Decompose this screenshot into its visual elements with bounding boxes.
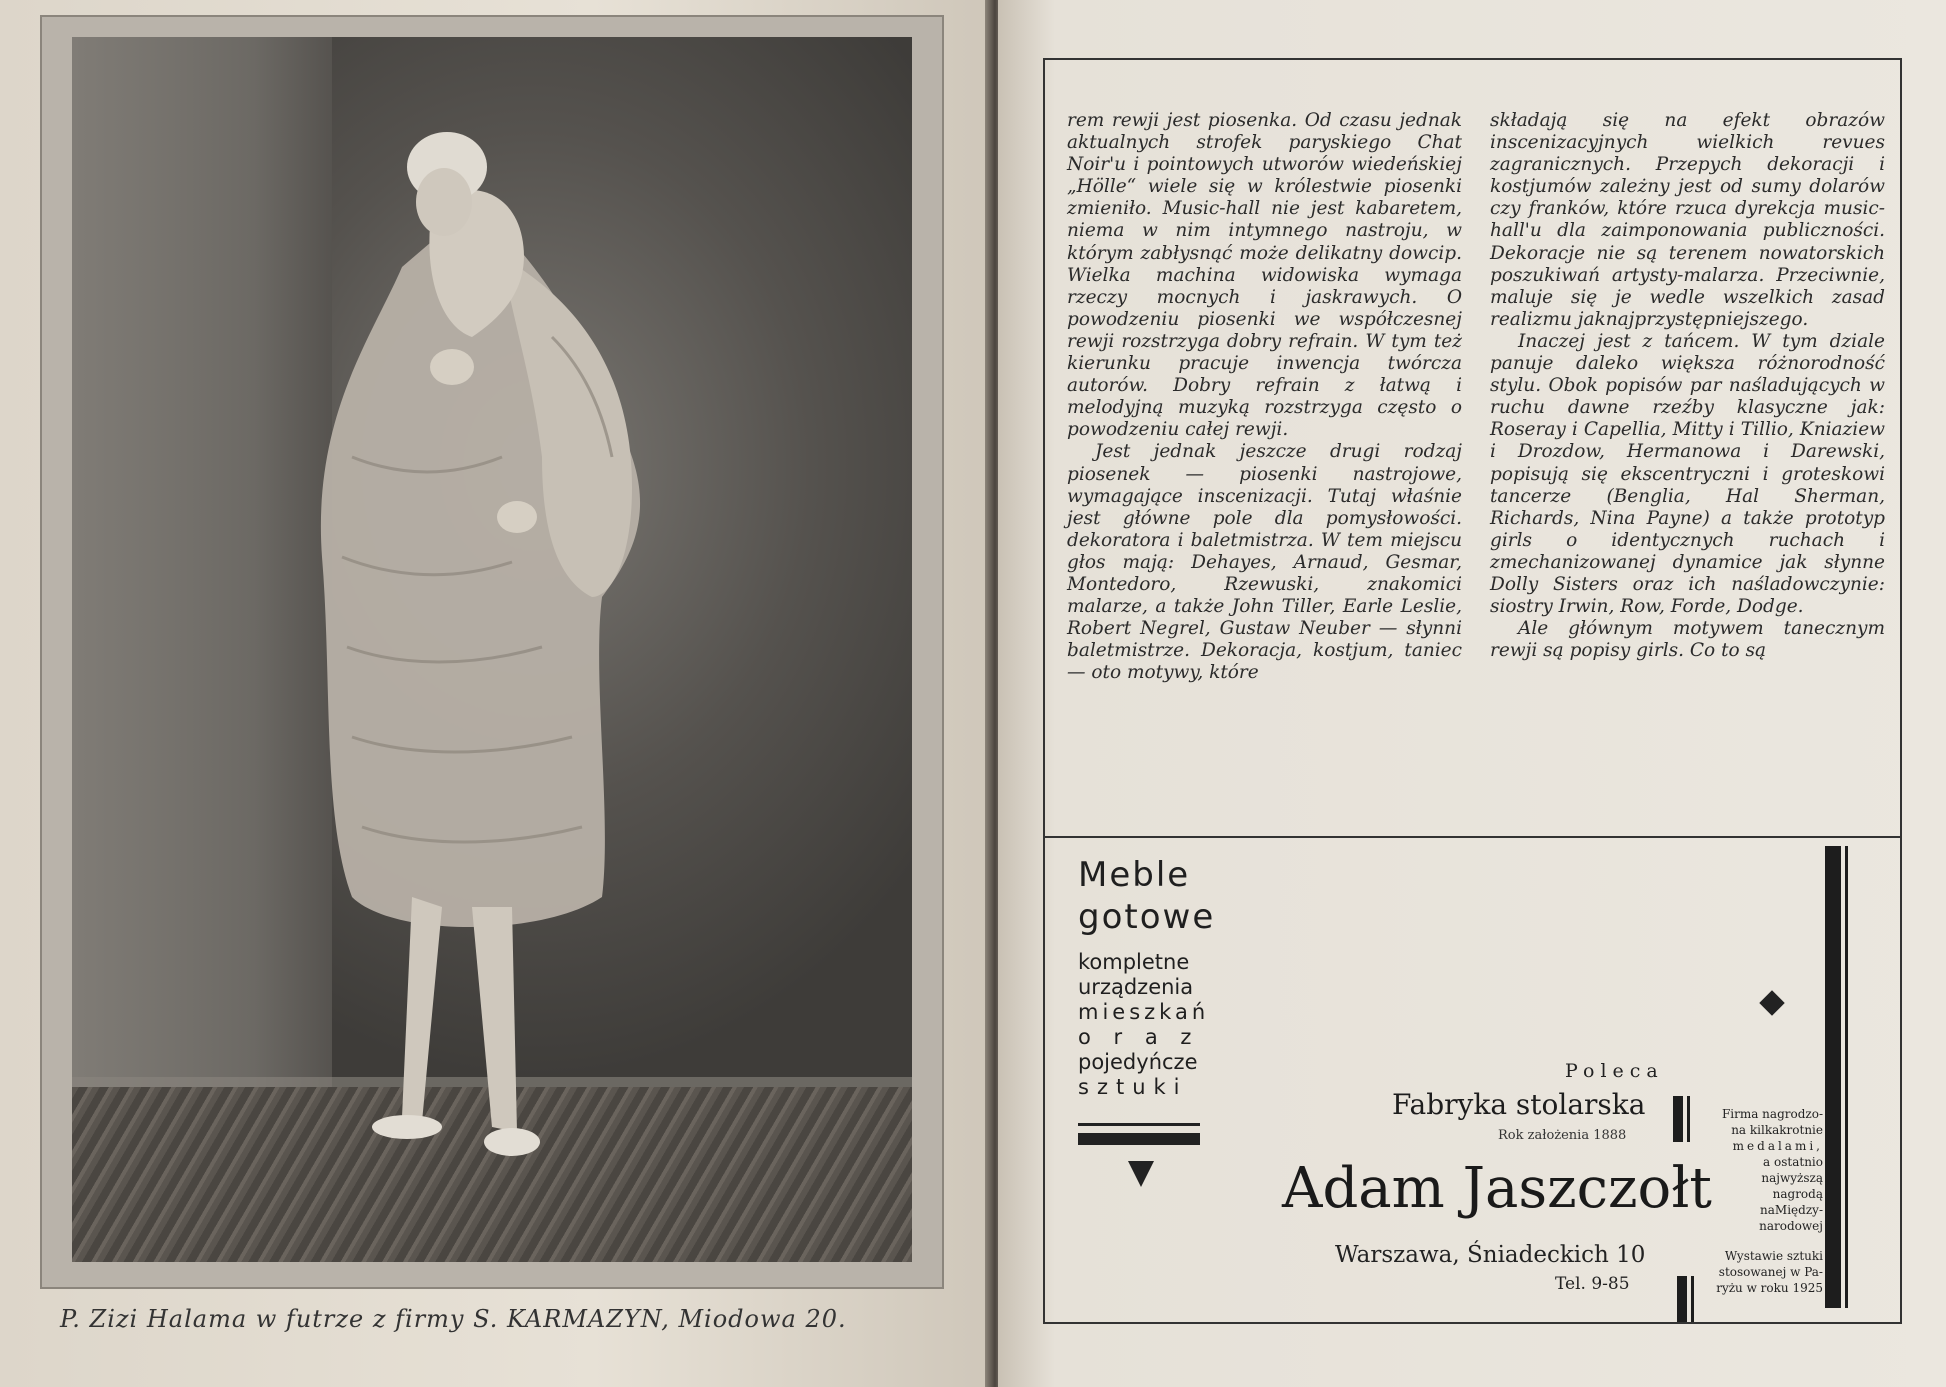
ad-note-line: narodowej xyxy=(1759,1219,1823,1233)
ad-mark xyxy=(1677,1276,1687,1322)
ad-subtext-line: kompletne xyxy=(1078,950,1190,974)
ad-rule-thin xyxy=(1078,1123,1200,1126)
fashion-photograph xyxy=(72,37,912,1262)
ad-subtext xyxy=(1078,950,1209,1100)
ad-note-line: medalami, xyxy=(1732,1139,1823,1153)
ad-note-line: na kilkakrotnie xyxy=(1731,1123,1823,1137)
article-paragraph: składają się na efekt obrazów inscenizacyjnych wielkich revues zagranicznych. Przepych dekoracji i kostjumów zależny jest od sumy dolarów czy franków, które rzuca dyrekcja music-hall'u dla zaimponowania publiczności. Dekoracje nie są terenem nowatorskich poszukiwań artysty-malarza. Przeciwnie, maluje się je wedle wszelkich zasad realizmu jaknajprzystępniejszego. xyxy=(1490,110,1885,330)
article-paragraph: rem rewji jest piosenka. Od czasu jednak aktualnych strofek paryskiego Chat Noir'u i pointowych utworów wiedeńskiej „Hölle“ wiele się w królestwie piosenki zmieniło. Music-hall nie jest kabaretem, niema w nim intymnego nastroju, w którym zabłysnąć może delikatny dowcip. Wielka machina widowiska wymaga rzeczy mocnych i jaskrawych. O powodzeniu piosenki we współczesnej rewji rozstrzyga dobry refrain. W tym też kierunku pracuje inwencja twórcza autorów. Dobry refrain z łatwą i melodyjną muzyką rozstrzyga często o powodzeniu całej rewji. xyxy=(1067,110,1462,441)
furniture-advertisement xyxy=(1045,838,1900,1322)
ad-headline-line: gotowe xyxy=(1078,897,1216,937)
ad-company-name: Adam Jaszczołt xyxy=(1282,1156,1712,1221)
ad-subtext-line: pojedyńcze xyxy=(1078,1050,1198,1074)
ad-award-note-continued xyxy=(1698,1248,1823,1296)
triangle-ornament-icon xyxy=(1128,1161,1154,1187)
ad-recommends: Poleca xyxy=(1565,1060,1664,1082)
ad-address: Warszawa, Śniadeckich 10 xyxy=(1335,1242,1646,1268)
ad-founded-year: Rok założenia 1888 xyxy=(1498,1128,1627,1143)
ad-note-line: najwyższą xyxy=(1761,1171,1823,1185)
ad-vertical-bar xyxy=(1825,846,1841,1308)
right-page xyxy=(998,0,1946,1387)
ad-telephone: Tel. 9-85 xyxy=(1555,1274,1630,1294)
photo-plate xyxy=(40,15,944,1289)
ad-mark xyxy=(1673,1096,1683,1142)
ad-note-line: a ostatnio xyxy=(1763,1155,1823,1169)
ad-mark xyxy=(1687,1096,1690,1142)
ad-note-line: ryżu w roku 1925 xyxy=(1716,1281,1823,1295)
article-frame xyxy=(1043,58,1902,1324)
article-column-2 xyxy=(1490,110,1885,662)
ad-note-line: naMiędzy- xyxy=(1760,1203,1823,1217)
ad-headline-line: Meble xyxy=(1078,855,1191,895)
ad-note-line: nagrodą xyxy=(1772,1187,1823,1201)
photo-caption: P. Zizi Halama w futrze z firmy S. KARMAZYN, Miodowa 20. xyxy=(60,1305,847,1333)
ad-subtext-line: sztuki xyxy=(1078,1075,1188,1099)
ad-subtext-line: o r a z xyxy=(1078,1025,1200,1049)
woman-in-fur-coat-figure xyxy=(72,37,912,1262)
ad-award-note xyxy=(1698,1106,1823,1234)
diamond-ornament-icon xyxy=(1759,990,1784,1015)
ad-vertical-bar-thin xyxy=(1845,846,1848,1308)
ad-rule-thick xyxy=(1078,1133,1200,1145)
ad-headline xyxy=(1078,854,1215,938)
ad-mark xyxy=(1691,1276,1694,1322)
ad-firm-type: Fabryka stolarska xyxy=(1392,1088,1646,1121)
article-paragraph: Jest jednak jeszcze drugi rodzaj piosenek — piosenki nastrojowe, wymagające inscenizacji. Tutaj właśnie jest główne pole dla pomysłowości. dekoratora i baletmistrza. W tem miejscu głos mają: Dehayes, Arnaud, Gesmar, Montedoro, Rzewuski, znakomici malarze, a także John Tiller, Earle Leslie, Robert Negrel, Gustaw Neuber — słynni baletmistrze. Dekoracja, kostjum, taniec — oto motywy, które xyxy=(1067,441,1462,684)
article-paragraph: Ale głównym motywem tanecznym rewji są popisy girls. Co to są xyxy=(1490,618,1885,662)
article-paragraph: Inaczej jest z tańcem. W tym dziale panuje daleko większa różnorodność stylu. Obok popisów par naśladujących w ruchu dawne rzeźby klasyczne jak: Roseray i Capellia, Mitty i Tillio, Kniaziew i Drozdow, Hermanowa i Darewski, popisują się ekscentryczni i groteskowi tancerze (Benglia, Hal Sherman, Richards, Nina Payne) a także prototyp girls o identycznych ruchach i zmechanizowanej dynamice jak słynne Dolly Sisters oraz ich naśladowczynie: siostry Irwin, Row, Forde, Dodge. xyxy=(1490,330,1885,618)
ad-subtext-line: urządzenia xyxy=(1078,975,1194,999)
article-column-1 xyxy=(1067,110,1462,684)
ad-subtext-line: mieszkań xyxy=(1078,1000,1210,1024)
ad-note-line: Wystawie sztuki xyxy=(1724,1249,1823,1263)
ad-note-line: Firma nagrodzo- xyxy=(1721,1107,1823,1121)
ad-note-line: stosowanej w Pa- xyxy=(1718,1265,1823,1279)
